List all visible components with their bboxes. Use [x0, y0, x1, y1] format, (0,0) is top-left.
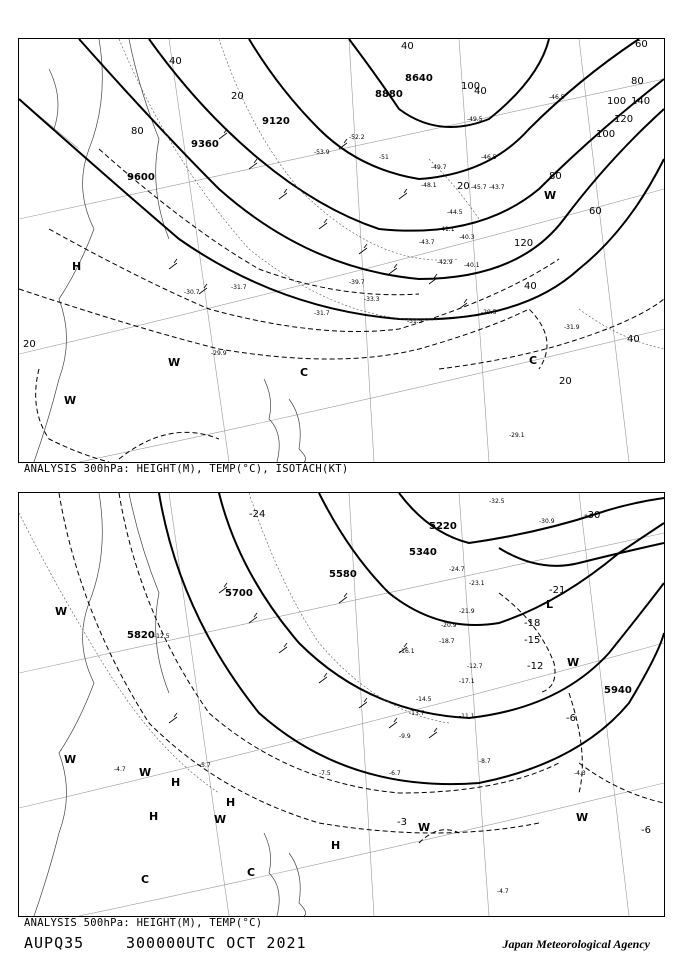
- height-label: 5820: [127, 630, 155, 641]
- isotach-contours: [19, 149, 664, 462]
- isotach-label: 120: [514, 238, 534, 249]
- isotach-label: 40: [627, 334, 640, 345]
- isotherm-label: -21: [549, 585, 566, 596]
- isotach-label: 40: [169, 56, 182, 67]
- isotherm-labels: [249, 509, 651, 836]
- height-label: 5220: [429, 521, 457, 532]
- valid-time: 300000UTC OCT 2021: [126, 934, 307, 952]
- warm-symbol: W: [544, 189, 557, 202]
- temperature-label: -45.7: [471, 184, 487, 191]
- temperature-label: -41.1: [439, 226, 455, 233]
- temperature-label: -23.1: [469, 580, 485, 587]
- map-500hpa-canvas: [19, 493, 664, 916]
- wind-barbs: [169, 129, 467, 309]
- height-label: 9600: [127, 172, 155, 183]
- height-label: 8880: [375, 89, 403, 100]
- warm-symbol: W: [168, 356, 181, 369]
- isotach-label: 40: [474, 86, 487, 97]
- height-contours: [19, 39, 664, 319]
- temperature-label: -53.9: [314, 149, 330, 156]
- agency-credit: Japan Meteorological Agency: [502, 937, 650, 951]
- temperature-label: -39.7: [349, 279, 365, 286]
- temperature-label: -8.7: [479, 758, 491, 765]
- isotherm-label: -24: [249, 509, 266, 520]
- temperature-label: -49.5: [467, 116, 483, 123]
- temperature-label: -9.9: [399, 733, 411, 740]
- temperature-label: -30.9: [539, 518, 555, 525]
- height-label: 8640: [405, 73, 433, 84]
- warm-symbol: W: [64, 394, 77, 407]
- temperature-label: -11.1: [459, 713, 475, 720]
- warm-symbol: W: [55, 605, 68, 618]
- isotach-label: 80: [631, 76, 644, 87]
- height-label: 9360: [191, 139, 219, 150]
- isotach-label: 80: [131, 126, 144, 137]
- isotach-label: 20: [23, 339, 36, 350]
- graticule: [19, 493, 664, 916]
- temperature-label: -42.9: [437, 259, 453, 266]
- height-label: 5340: [409, 547, 437, 558]
- isotach-label: 20: [559, 376, 572, 387]
- temperature-label: -4.3: [574, 770, 586, 777]
- height-labels: [127, 521, 632, 696]
- temperature-label: -49.7: [431, 164, 447, 171]
- isotach-label: 60: [635, 39, 648, 50]
- high-center-symbol: H: [72, 260, 82, 273]
- temperature-label: -5.7: [199, 762, 211, 769]
- isotach-label: 40: [401, 41, 414, 52]
- isotherm-label: -3: [397, 817, 407, 828]
- height-labels: [127, 73, 433, 183]
- temperature-label: -40.3: [459, 234, 475, 241]
- isotach-labels: [23, 39, 650, 387]
- isotach-label: 100: [607, 96, 627, 107]
- temperature-label: -40.1: [464, 262, 480, 269]
- high-center-symbol: H: [331, 839, 341, 852]
- temperature-label: -13.7: [409, 710, 425, 717]
- low-center-symbol: L: [546, 598, 554, 611]
- cold-symbol: C: [141, 873, 150, 886]
- temperature-label: -14.5: [416, 696, 432, 703]
- cold-symbol: C: [247, 866, 256, 879]
- temperature-label: -51: [379, 154, 389, 161]
- isotherm-label: -30: [584, 510, 601, 521]
- temperature-label: -29.1: [509, 432, 525, 439]
- isotach-label: 20: [231, 91, 244, 102]
- temperature-label: -31.7: [314, 310, 330, 317]
- caption-300hpa: ANALYSIS 300hPa: HEIGHT(M), TEMP(°C), ISOTACH(KT): [24, 463, 349, 475]
- temperature-label: -16.1: [399, 648, 415, 655]
- isotach-label: 140: [631, 96, 651, 107]
- isotherm-label: -12: [527, 661, 544, 672]
- temperature-label: -43.7: [419, 239, 435, 246]
- height-label: 5700: [225, 588, 253, 599]
- temperature-label: -32.5: [489, 498, 505, 505]
- temperature-label: -43.7: [489, 184, 505, 191]
- temperature-label: -48.1: [421, 182, 437, 189]
- temperature-label: -6.7: [389, 770, 401, 777]
- isotach-label: 80: [549, 171, 562, 182]
- product-code: AUPQ35: [24, 934, 85, 952]
- temperature-label: -12.5: [154, 633, 170, 640]
- temperature-label: -52.2: [349, 134, 365, 141]
- system-symbols: [64, 189, 556, 407]
- warm-symbol: W: [576, 811, 589, 824]
- temperature-label: -31.9: [564, 324, 580, 331]
- temperature-label: -33.3: [364, 296, 380, 303]
- system-symbols: [55, 598, 588, 886]
- isotach-label: 60: [589, 206, 602, 217]
- temperature-label: -7.5: [319, 770, 331, 777]
- temperature-label: -31.7: [231, 284, 247, 291]
- height-label: 9120: [262, 116, 290, 127]
- isotach-label: 100: [461, 81, 481, 92]
- analysis-300hpa-map: [18, 38, 665, 463]
- warm-symbol: W: [418, 821, 431, 834]
- temperature-label: -18.7: [439, 638, 455, 645]
- temperature-label: -21.9: [459, 608, 475, 615]
- isotherm-label: -6: [641, 825, 651, 836]
- cold-symbol: C: [529, 354, 538, 367]
- height-label: 5940: [604, 685, 632, 696]
- warm-symbol: W: [64, 753, 77, 766]
- temperature-label: -30.7: [184, 289, 200, 296]
- temperature-label: -12.7: [467, 663, 483, 670]
- temperature-label: -44.5: [447, 209, 463, 216]
- temperature-label: -17.1: [459, 678, 475, 685]
- high-center-symbol: H: [171, 776, 181, 789]
- high-center-symbol: H: [226, 796, 236, 809]
- coastline: [34, 493, 306, 916]
- temperature-label: -4.7: [497, 888, 509, 895]
- height-label: 5580: [329, 569, 357, 580]
- height-contours: [159, 493, 664, 784]
- temperature-label: -4.7: [114, 766, 126, 773]
- isotach-label: 40: [524, 281, 537, 292]
- graticule: [19, 39, 664, 462]
- warm-symbol: W: [214, 813, 227, 826]
- temperature-label: -24.7: [449, 566, 465, 573]
- warm-symbol: W: [139, 766, 152, 779]
- temperature-label: -46.5: [549, 94, 565, 101]
- isotherm-label: -6: [566, 713, 576, 724]
- isotach-label: 20: [457, 181, 470, 192]
- isotherm-label: -15: [524, 635, 541, 646]
- warm-symbol: W: [567, 656, 580, 669]
- caption-500hpa: ANALYSIS 500hPa: HEIGHT(M), TEMP(°C): [24, 917, 263, 929]
- isotherm-label: -18: [524, 618, 541, 629]
- temperature-label: -29.5: [481, 309, 497, 316]
- analysis-500hpa-map: [18, 492, 665, 917]
- temperature-label: -31.5: [407, 318, 423, 325]
- isotach-label: 100: [596, 129, 616, 140]
- temperature-label: -20.9: [441, 622, 457, 629]
- isotach-label: 120: [614, 114, 634, 125]
- temperature-label: -29.9: [211, 350, 227, 357]
- temperature-label: -46.5: [481, 154, 497, 161]
- high-center-symbol: H: [149, 810, 159, 823]
- cold-symbol: C: [300, 366, 309, 379]
- map-300hpa-canvas: [19, 39, 664, 462]
